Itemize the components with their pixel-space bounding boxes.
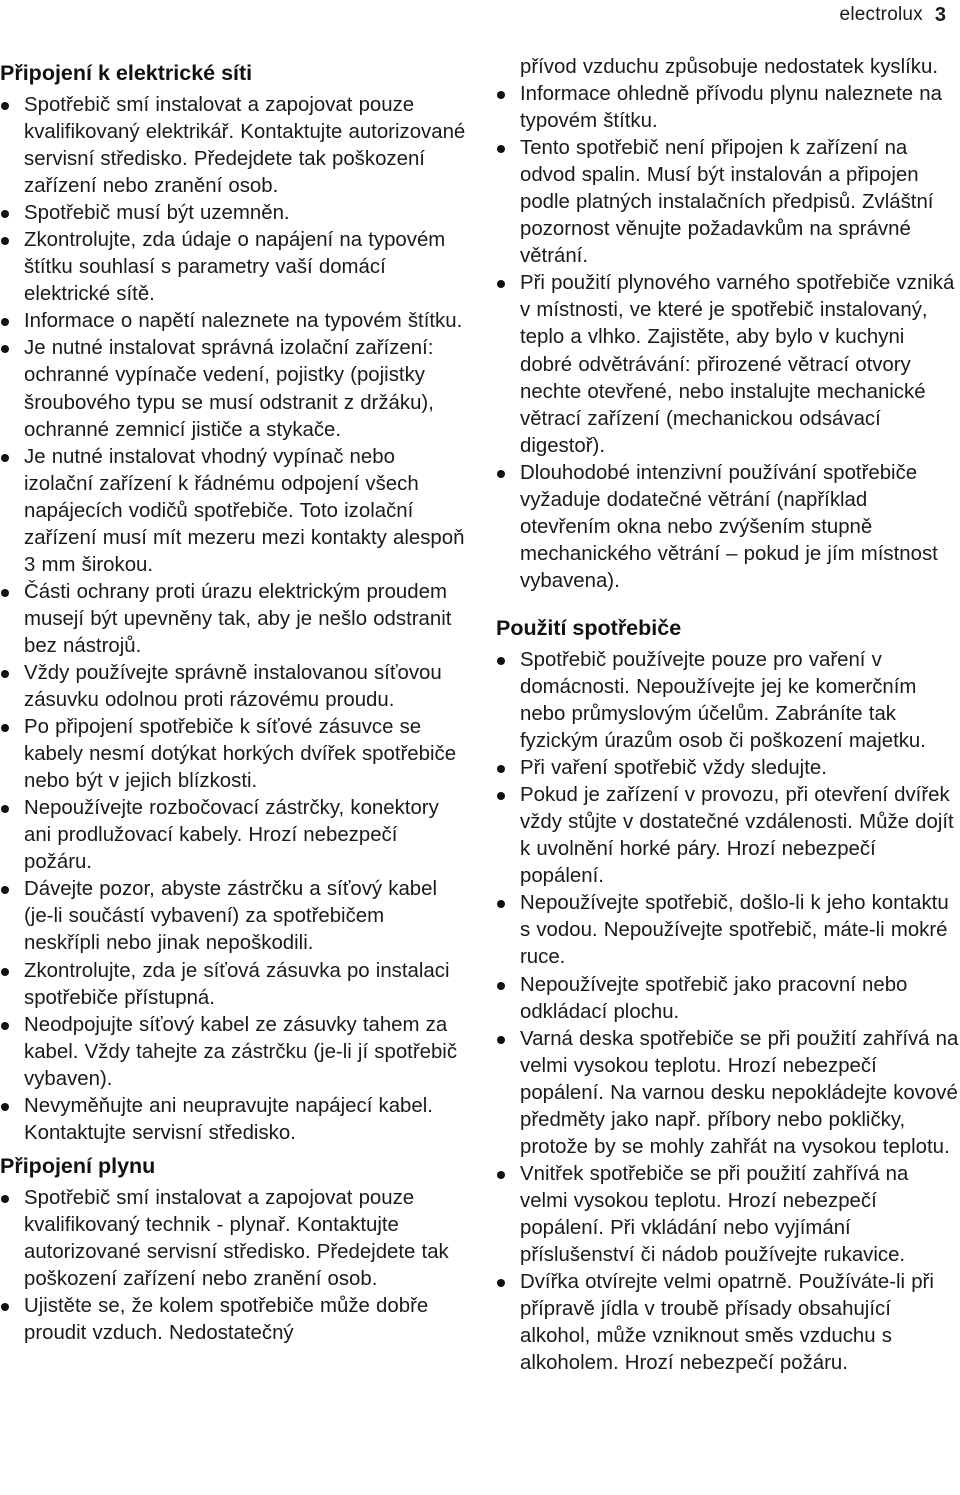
list-item: Spotřebič smí instalovat a zapojovat pouze kvalifikovaný elektrikář. Kontaktujte autorizované servisní středisko. Předejdete tak poškození zařízení nebo zranění osob. bbox=[0, 92, 466, 200]
list-item: Nepoužívejte spotřebič jako pracovní nebo odkládací plochu. bbox=[496, 972, 960, 1026]
left-column bbox=[0, 54, 466, 1347]
list-item: Vnitřek spotřebiče se při použití zahřívá na velmi vysokou teplotu. Hrozí nebezpečí popálení. Při vkládání nebo vyjímání příslušenství či nádob používejte rukavice. bbox=[496, 1161, 960, 1269]
list-item: Je nutné instalovat vhodný vypínač nebo izolační zařízení k řádnému odpojení všech napájecích vodičů spotřebiče. Toto izolační zařízení musí mít mezeru mezi kontakty alespoň 3 mm širokou. bbox=[0, 444, 466, 579]
list-item: Neodpojujte síťový kabel ze zásuvky tahem za kabel. Vždy tahejte za zástrčku (je-li jí spotřebič vybaven). bbox=[0, 1012, 466, 1093]
list-item: Nepoužívejte rozbočovací zástrčky, konektory ani prodlužovací kabely. Hrozí nebezpečí požáru. bbox=[0, 795, 466, 876]
list-item: Informace ohledně přívodu plynu naleznete na typovém štítku. bbox=[496, 81, 960, 135]
list-item: Spotřebič smí instalovat a zapojovat pouze kvalifikovaný technik - plynař. Kontaktujte autorizované servisní středisko. Předejdete tak poškození zařízení nebo zranění osob. bbox=[0, 1185, 466, 1293]
list-item: Zkontrolujte, zda je síťová zásuvka po instalaci spotřebiče přístupná. bbox=[0, 958, 466, 1012]
list-item: Tento spotřebič není připojen k zařízení na odvod spalin. Musí být instalován a připojen podle platných instalačních předpisů. Zvláštní pozornost věnujte požadavkům na správné větrání. bbox=[496, 135, 960, 270]
list-item: Nepoužívejte spotřebič, došlo-li k jeho kontaktu s vodou. Nepoužívejte spotřebič, máte-li mokré ruce. bbox=[496, 890, 960, 971]
usage-safety-list bbox=[496, 647, 960, 1377]
page-header bbox=[840, 0, 946, 30]
right-column bbox=[496, 54, 960, 1377]
list-item: Je nutné instalovat správná izolační zařízení: ochranné vypínače vedení, pojistky (pojistky šroubového typu se musí odstranit z držáku), ochranné zemnicí jističe a stykače. bbox=[0, 335, 466, 443]
list-item: Po připojení spotřebiče k síťové zásuvce se kabely nesmí dotýkat horkých dvířek spotřebiče nebo být v jejich blízkosti. bbox=[0, 714, 466, 795]
list-item: Ujistěte se, že kolem spotřebiče může dobře proudit vzduch. Nedostatečný bbox=[0, 1293, 466, 1347]
list-item: Spotřebič používejte pouze pro vaření v domácnosti. Nepoužívejte jej ke komerčním nebo průmyslovým účelům. Zabráníte tak fyzickým úrazům osob či poškození majetku. bbox=[496, 647, 960, 755]
electrical-safety-list bbox=[0, 92, 466, 1147]
gas-connection-list bbox=[0, 1185, 466, 1347]
section-title-gas: Připojení plynu bbox=[0, 1153, 156, 1178]
list-item: Zkontrolujte, zda údaje o napájení na typovém štítku souhlasí s parametry vaší domácí elektrické sítě. bbox=[0, 227, 466, 308]
brand-name: electrolux bbox=[839, 4, 923, 25]
list-item: Spotřebič musí být uzemněn. bbox=[0, 200, 466, 227]
section-title-usage: Použití spotřebiče bbox=[496, 615, 682, 640]
gas-connection-list-continued bbox=[496, 54, 960, 595]
list-item: Dvířka otvírejte velmi opatrně. Používáte-li při přípravě jídla v troubě přísady obsahující alkohol, může vzniknout směs vzduchu s alkoholem. Hrozí nebezpečí požáru. bbox=[496, 1269, 960, 1377]
list-item-continuation: přívod vzduchu způsobuje nedostatek kyslíku. bbox=[520, 56, 938, 78]
list-item: Informace o napětí naleznete na typovém štítku. bbox=[0, 308, 466, 335]
list-item: Dávejte pozor, abyste zástrčku a síťový kabel (je-li součástí vybavení) za spotřebičem neskřípli nebo jinak nepoškodili. bbox=[0, 876, 466, 957]
list-item: Při vaření spotřebič vždy sledujte. bbox=[496, 755, 960, 782]
list-item: Varná deska spotřebiče se při použití zahřívá na velmi vysokou teplotu. Hrozí nebezpečí popálení. Na varnou desku nepokládejte kovové předměty jako např. příbory nebo pokličky, protože by se mohly zahřát na vysokou teplotu. bbox=[496, 1026, 960, 1161]
list-item: Dlouhodobé intenzivní používání spotřebiče vyžaduje dodatečné větrání (například otevřením okna nebo zvýšením stupně mechanického větrání – pokud je jím místnost vybavena). bbox=[496, 460, 960, 595]
section-title-electrical: Připojení k elektrické síti bbox=[0, 61, 253, 85]
list-item: Nevyměňujte ani neupravujte napájecí kabel. Kontaktujte servisní středisko. bbox=[0, 1093, 466, 1147]
list-item: Pokud je zařízení v provozu, při otevření dvířek vždy stůjte v dostatečné vzdálenosti. Může dojít k uvolnění horké páry. Hrozí nebezpečí popálení. bbox=[496, 782, 960, 890]
list-item: Vždy používejte správně instalovanou síťovou zásuvku odolnou proti rázovému proudu. bbox=[0, 660, 466, 714]
list-item: Při použití plynového varného spotřebiče vzniká v místnosti, ve které je spotřebič instalovaný, teplo a vlhko. Zajistěte, aby bylo v kuchyni dobré odvětrávání: přirozené větrací otvory nechte otevřené, nebo instalujte mechanické větrací zařízení (mechanickou odsávací digestoř). bbox=[496, 270, 960, 459]
page-number: 3 bbox=[934, 3, 946, 26]
list-item: Části ochrany proti úrazu elektrickým proudem musejí být upevněny tak, aby je nešlo odstranit bez nástrojů. bbox=[0, 579, 466, 660]
